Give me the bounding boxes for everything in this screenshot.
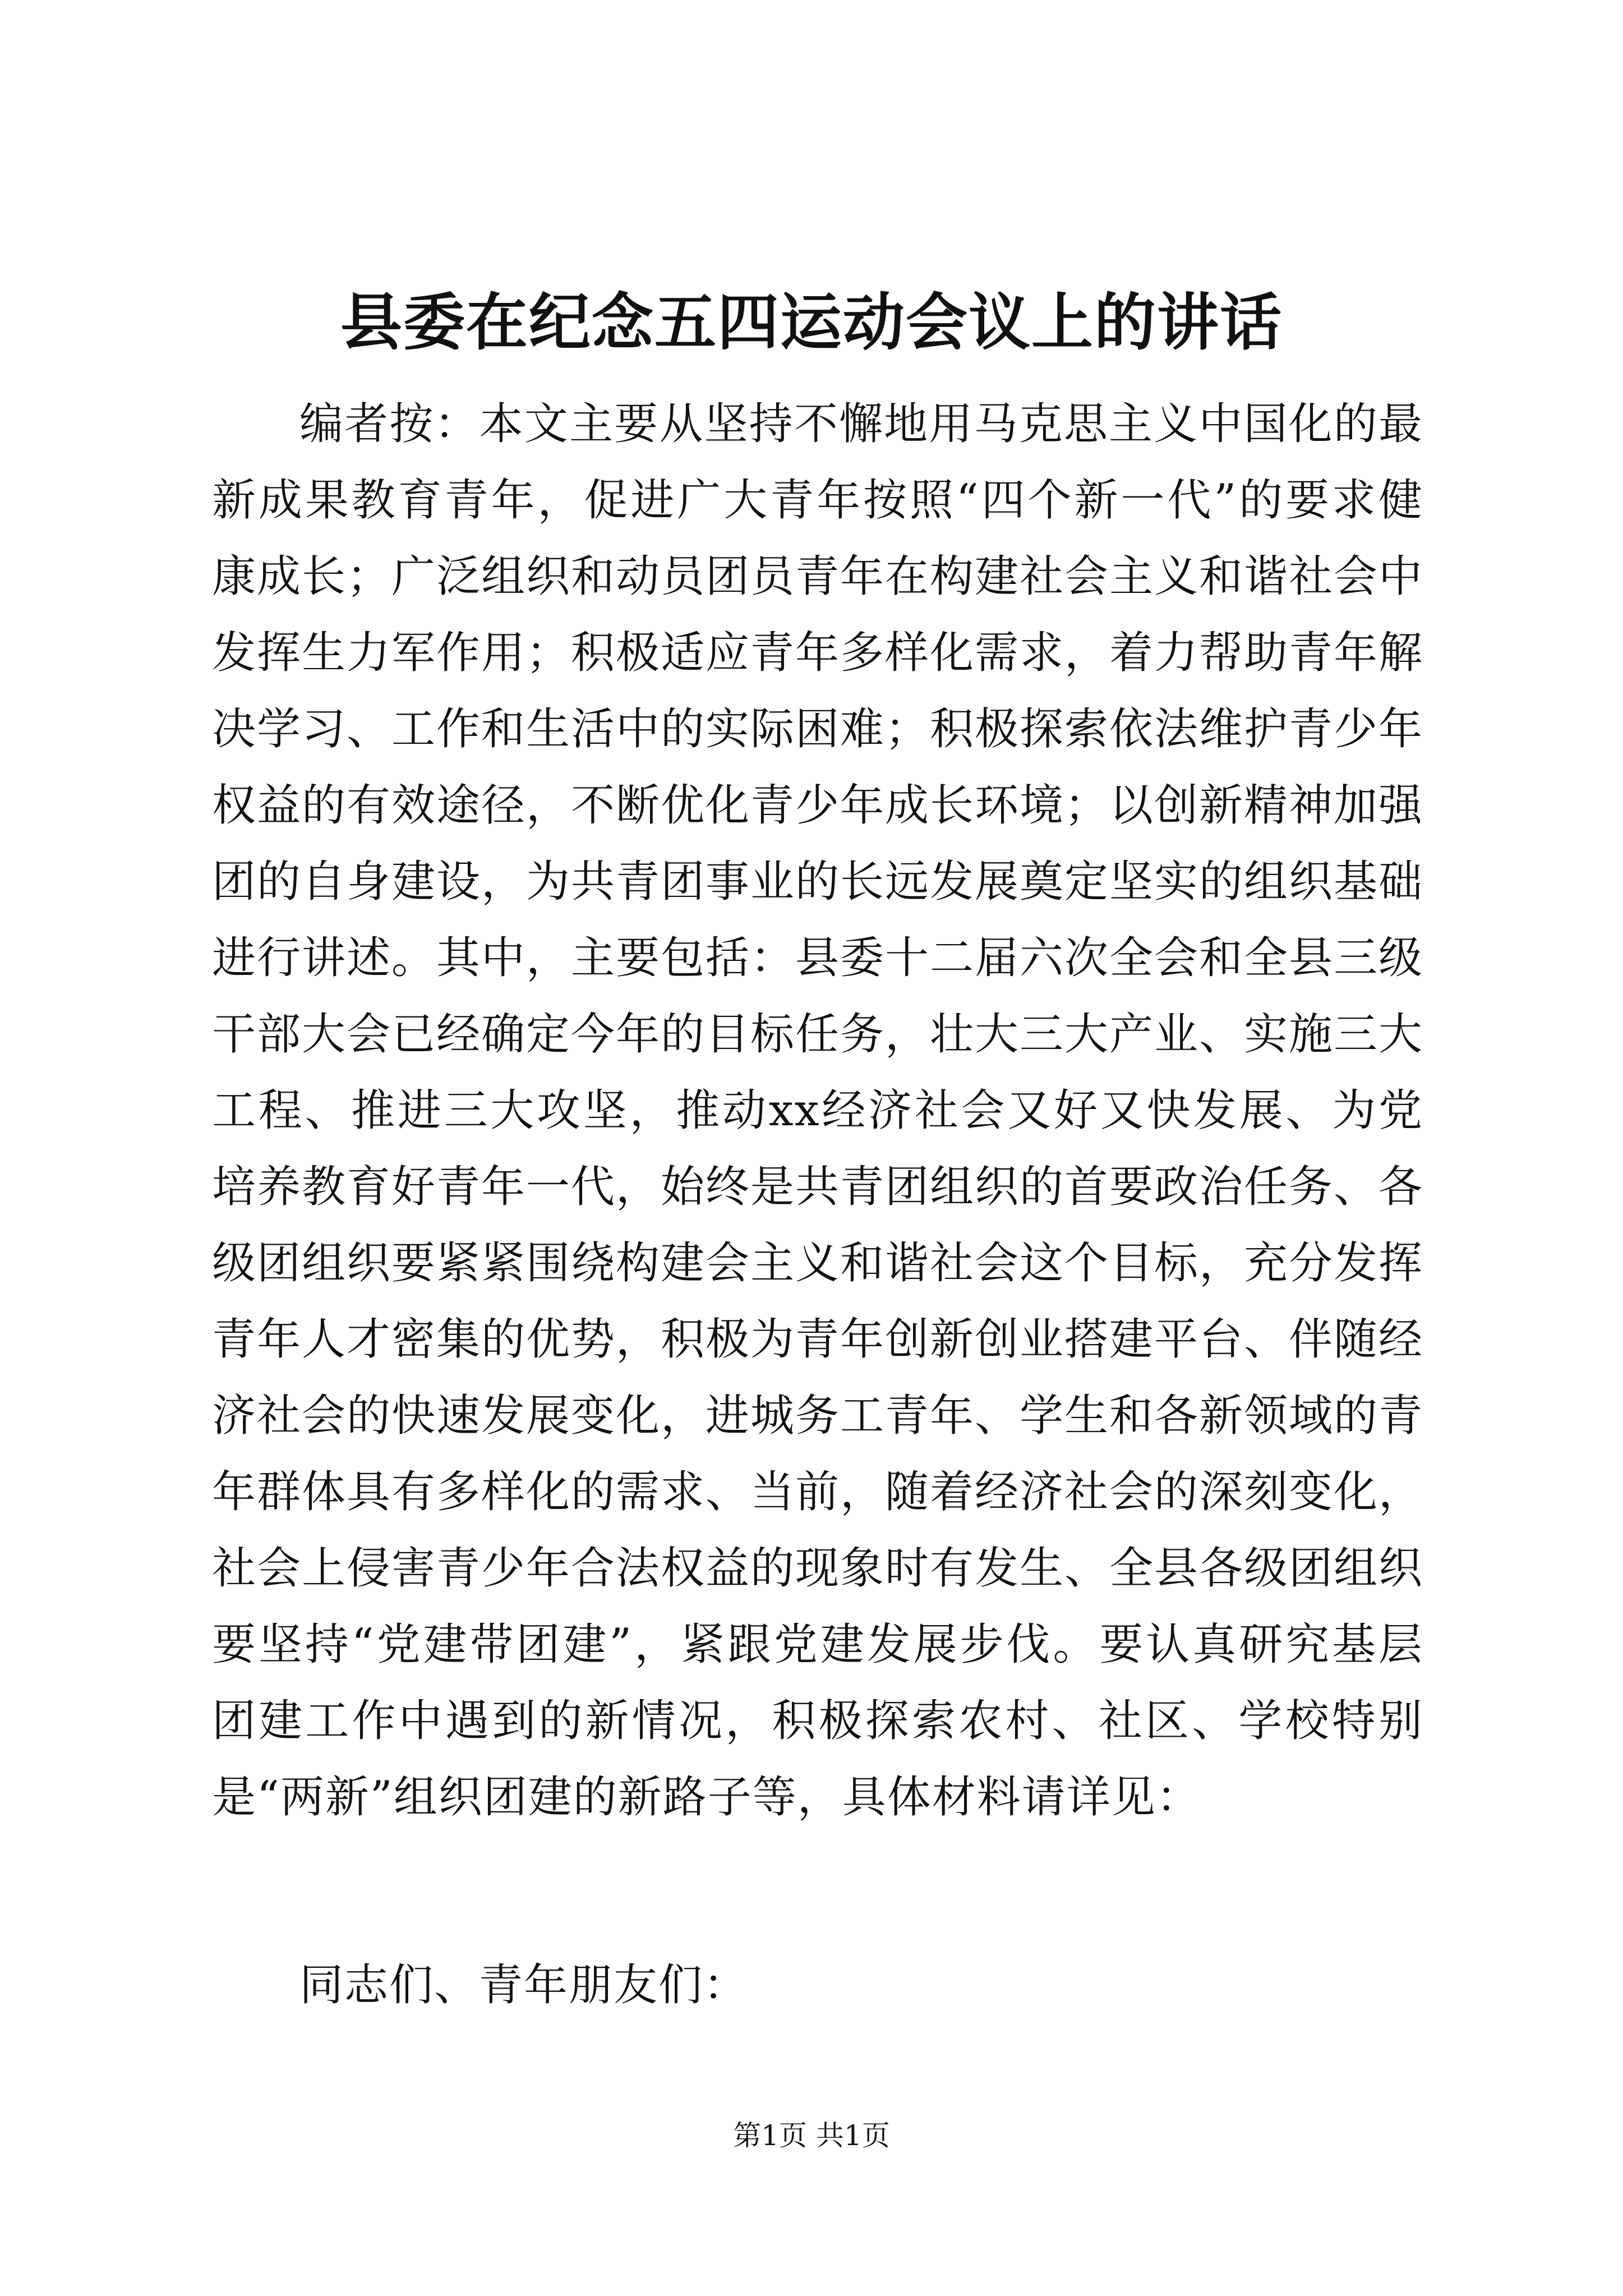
- page-footer: 第1页 共1页: [733, 2119, 890, 2152]
- editor-note-section: [212, 386, 1423, 1835]
- greeting-line: 同志们、青年朋友们：: [299, 1960, 749, 2010]
- editor-note-paragraph: 编者按：本文主要从坚持不懈地用马克思主义中国化的最新成果教育青年，促进广大青年按照“四个新一代”的要求健康成长；广泛组织和动员团员青年在构建社会主义和谐社会中发挥生力军作用；积极适应青年多样化需求，着力帮助青年解决学习、工作和生活中的实际困难；积极探索依法维护青少年权益的有效途径，不断优化青少年成长环境；以创新精神加强团的自身建设，为共青团事业的长远发展奠定坚实的组织基础进行讲述。其中，主要包括：县委十二届六次全会和全县三级干部大会已经确定今年的目标任务，壮大三大产业、实施三大工程、推进三大攻坚，推动xx经济社会又好又快发展、为党培养教育好青年一代，始终是共青团组织的首要政治任务、各级团组织要紧紧围绕构建会主义和谐社会这个目标，充分发挥青年人才密集的优势，积极为青年创新创业搭建平台、伴随经济社会的快速发展变化，进城务工青年、学生和各新领域的青年群体具有多样化的需求、当前，随着经济社会的深刻变化，社会上侵害青少年合法权益的现象时有发生、全县各级团组织要坚持“党建带团建”，紧跟党建发展步伐。要认真研究基层团建工作中遇到的新情况，积极探索农村、社区、学校特别是“两新”组织团建的新路子等，具体材料请详见：: [212, 399, 1424, 1823]
- document-title: 县委在纪念五四运动会议上的讲话: [340, 286, 1283, 358]
